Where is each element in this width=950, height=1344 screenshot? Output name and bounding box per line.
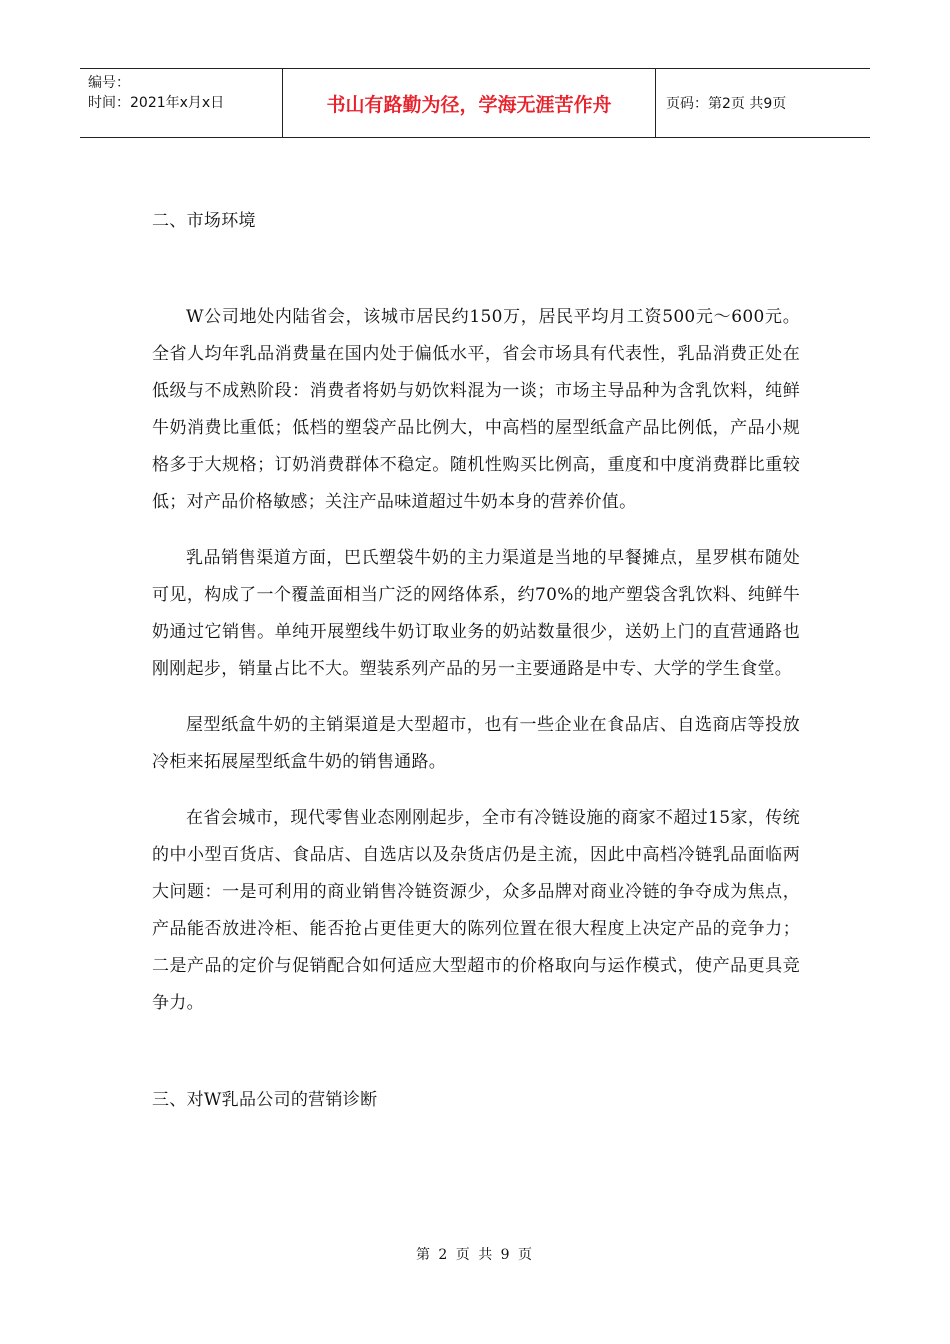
header-meta-cell (80, 69, 282, 137)
document-body (152, 200, 800, 1119)
section-heading-diagnosis: 三、对W乳品公司的营销诊断 (152, 1090, 378, 1110)
page-footer (0, 1244, 950, 1264)
paragraph-sales-channels: 乳品销售渠道方面，巴氏塑袋牛奶的主力渠道是当地的早餐摊点，星罗棋布随处可见，构成了一个覆盖面相当广泛的网络体系，约70%的地产塑袋含乳饮料、纯鲜牛奶通过它销售。单纯开展塑线牛奶订取业务的奶站数量很少，送奶上门的直营通路也刚刚起步，销量占比不大。塑装系列产品的另一主要通路是中专、大学的学生食堂。 (152, 548, 800, 679)
paragraph-market-overview: W公司地处内陆省会，该城市居民约150万，居民平均月工资500元～600元。全省人均年乳品消费量在国内处于偏低水平，省会市场具有代表性，乳品消费正处在低级与不成熟阶段：消费者将奶与奶饮料混为一谈；市场主导品种为含乳饮料，纯鲜牛奶消费比重低；低档的塑袋产品比例大，中高档的屋型纸盒产品比例低，产品小规格多于大规格；订奶消费群体不稳定。随机性购买比例高，重度和中度消费群比重较低；对产品价格敏感；关注产品味道超过牛奶本身的营养价值。 (152, 307, 800, 512)
header-motto-cell (282, 69, 656, 137)
header-page-info: 页码：第2页 共9页 (666, 96, 787, 112)
motto-text: 书山有路勤为径，学海无涯苦作舟 (326, 93, 612, 116)
paragraph-carton-channels: 屋型纸盒牛奶的主销渠道是大型超市，也有一些企业在食品店、自选商店等投放冷柜来拓展屋型纸盒牛奶的销售通路。 (152, 715, 800, 772)
paragraph-cold-chain: 在省会城市，现代零售业态刚刚起步，全市有冷链设施的商家不超过15家，传统的中小型百货店、食品店、自选店以及杂货店仍是主流，因此中高档冷链乳品面临两大问题：一是可利用的商业销售冷链资源少，众多品牌对商业冷链的争夺成为焦点，产品能否放进冷柜、能否抢占更佳更大的陈列位置在很大程度上决定产品的竞争力；二是产品的定价与促销配合如何适应大型超市的价格取向与运作模式，使产品更具竞争力。 (152, 808, 800, 1013)
time-label: 时间：2021年x月x日 (88, 95, 225, 111)
section-heading-market: 二、市场环境 (152, 211, 256, 231)
number-label: 编号： (88, 75, 130, 91)
page-header (80, 68, 870, 138)
footer-page-info: 第 2 页 共 9 页 (415, 1247, 535, 1263)
header-page-cell (656, 69, 870, 137)
